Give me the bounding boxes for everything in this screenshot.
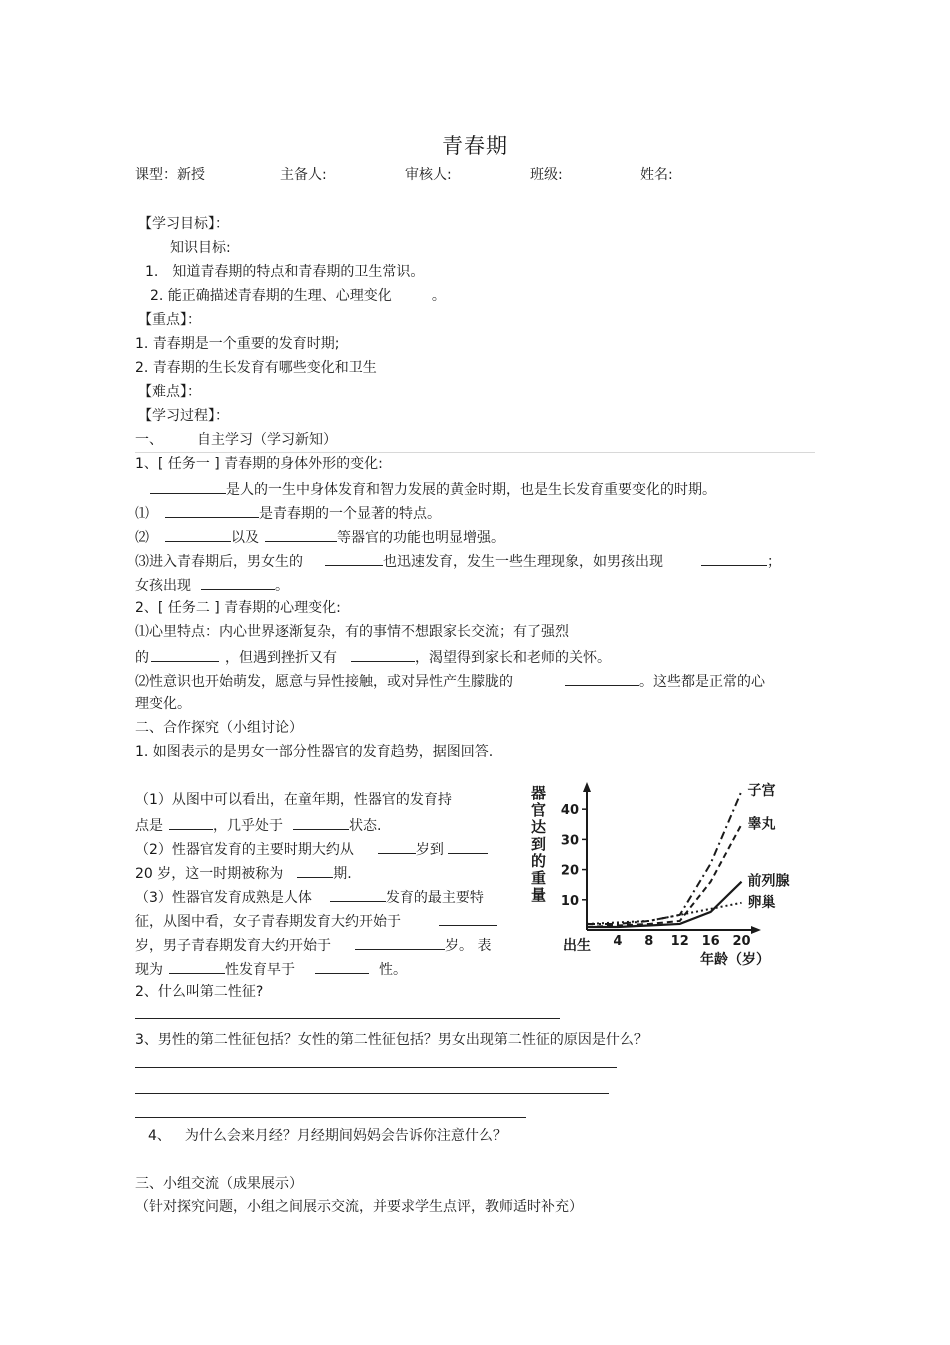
section2-q1-intro: 1. 如图表示的是男女一部分性器官的发育趋势，据图回答. [135,744,494,760]
difficulty-heading: 【难点】： [138,384,201,400]
answer-blank[interactable] [351,647,415,662]
answer-line[interactable] [135,1018,560,1019]
golden-period-line: 是人的一生中身体发育和智力发展的黄金时期，也是生长发育重要变化的时期。 [150,479,716,499]
x-tick-label: 12 [670,934,689,949]
y-axis-arrow [583,782,591,792]
goals-heading: 【学习目标】： [138,216,229,232]
task2-p2: ⑵性意识也开始萌发，愿意与异性接触，或对异性产生朦胧的 。这些都是正常的心 [135,671,765,691]
task1-q3: ⑶进入青春期后，男女生的 也迅速发育，发生一些生理现象，如男孩出现 ； [135,551,781,571]
answer-blank[interactable] [297,863,333,878]
section1-heading: 一、 自主学习（学习新知） [135,432,337,448]
task1-q3-cont: 女孩出现 。 [135,575,289,595]
section2-s3: （3）性器官发育成熟是人体 发育的最主要特 [135,887,484,907]
name-label: 姓名: [640,167,673,183]
section2-s3-cont2: 岁，男子青春期发育大约开始于 岁。 表 [135,935,491,955]
task1-q2: ⑵ 以及 等器官的功能也明显增强。 [135,527,505,547]
key-point-2: 2. 青春期的生长发育有哪些变化和卫生 [135,360,377,376]
preparer-label: 主备人: [280,167,327,183]
y-tick-label: 20 [560,863,579,879]
y-axis-label-char: 器 [531,784,547,802]
task1-q1: ⑴ 是青春期的一个显著的特点。 [135,503,441,523]
task2-p1: ⑴心里特点：内心世界逐渐复杂，有的事情不想跟家长交流；有了强烈 [135,624,569,640]
section2-s2: （2）性器官发育的主要时期大约从 岁到 [135,839,488,859]
section3-note: （针对探究问题，小组之间展示交流，并要求学生点评，教师适时补充） [135,1199,583,1215]
y-tick-label: 10 [560,893,579,909]
y-axis-label-char: 重 [531,869,547,887]
answer-blank[interactable] [325,551,383,566]
series-label: 睾丸 [747,816,776,833]
answer-blank[interactable] [169,959,225,974]
answer-blank[interactable] [378,839,416,854]
section2-s3-cont: 征，从图中看，女子青春期发育大约开始于 [135,911,497,931]
answer-blank[interactable] [439,911,497,926]
answer-blank[interactable] [265,527,337,542]
answer-blank[interactable] [448,839,488,854]
y-axis-label-char: 的 [531,852,547,870]
x-tick-label: 4 [613,934,623,949]
y-tick-label: 40 [560,803,579,819]
section2-s1-cont: 点是 ，几乎处于 状态. [135,815,381,835]
key-points-heading: 【重点】： [138,312,201,328]
x-origin-label: 出生 [563,938,591,954]
goal-item-2: 2. 能正确描述青春期的生理、心理变化 。 [150,288,446,304]
x-tick-label: 16 [701,934,720,949]
section2-q2: 2、什么叫第二性征? [135,984,264,1000]
knowledge-goals-heading: 知识目标: [170,240,231,256]
section2-s1: （1）从图中可以看出，在童年期，性器官的发育持 [135,792,452,808]
section2-s2-cont: 20 岁，这一时期被称为 期. [135,863,352,883]
x-tick-label: 8 [644,934,654,949]
answer-line[interactable] [135,1117,526,1118]
answer-blank[interactable] [565,671,639,686]
process-heading: 【学习过程】： [138,408,229,424]
y-axis-label-char: 到 [531,835,547,853]
y-axis-label-char: 官 [531,801,547,819]
y-tick-label: 30 [560,833,579,849]
x-tick-label: 20 [732,934,751,949]
answer-blank[interactable] [330,887,386,902]
answer-blank[interactable] [165,527,231,542]
y-axis-label-char: 量 [531,886,547,904]
series-line-睾丸 [587,824,742,927]
section3-heading: 三、小组交流（成果展示） [135,1176,303,1192]
answer-line[interactable] [135,1093,609,1094]
answer-blank[interactable] [701,551,767,566]
reviewer-label: 审核人: [405,167,452,183]
series-label: 前列腺 [747,873,790,890]
divider [135,452,815,453]
series-line-前列腺 [587,882,742,927]
page-title: 青春期 [442,134,508,158]
y-axis-label-char: 达 [531,818,547,836]
answer-blank[interactable] [150,479,226,494]
answer-blank[interactable] [201,575,275,590]
goal-item-1: 1. 知道青春期的特点和青春期的卫生常识。 [145,264,425,280]
task2-p2-cont: 理变化。 [135,696,191,712]
section2-s3-cont3: 现为 性发育早于 性。 [135,959,407,979]
task1-title: 1、[ 任务一 ] 青春期的身体外形的变化: [135,456,383,472]
answer-blank[interactable] [355,935,445,950]
x-axis-arrow [751,926,761,934]
series-label: 子宫 [747,783,776,800]
section2-heading: 二、合作探究（小组讨论） [135,720,303,736]
organ-development-chart [525,780,790,975]
answer-blank[interactable] [165,503,259,518]
class-label: 班级: [530,167,563,183]
answer-blank[interactable] [293,815,349,830]
section2-q4: 4、 为什么会来月经？月经期间妈妈会告诉你注意什么？ [148,1128,507,1144]
key-point-1: 1. 青春期是一个重要的发育时期; [135,336,340,352]
series-label: 卵巢 [747,894,776,911]
y-axis-label [530,784,546,904]
answer-blank[interactable] [169,815,213,830]
task2-p1-cont: 的 ，但遇到挫折又有 ，渴望得到家长和老师的关怀。 [135,647,611,667]
answer-blank[interactable] [151,647,219,662]
x-axis-label: 年龄（岁） [700,952,770,968]
lesson-type: 课型：新授 [135,167,205,183]
series-line-卵巢 [587,903,742,924]
answer-blank[interactable] [315,959,369,974]
answer-line[interactable] [135,1067,617,1068]
section2-q3: 3、男性的第二性征包括？女性的第二性征包括？男女出现第二性征的原因是什么？ [135,1032,648,1048]
task2-title: 2、[ 任务二 ] 青春期的心理变化: [135,600,341,616]
